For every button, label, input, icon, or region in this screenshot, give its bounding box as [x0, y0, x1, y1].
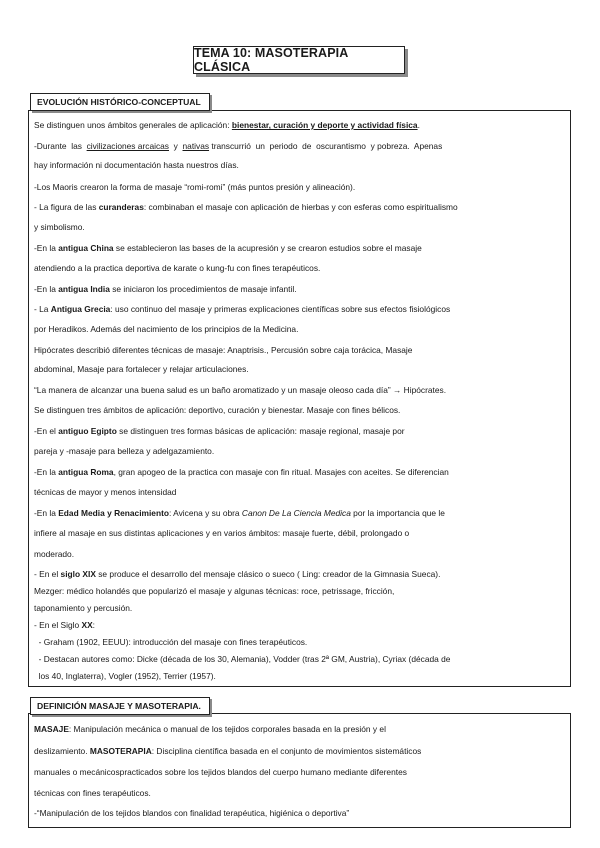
- section1-line: [34, 222, 85, 233]
- text-run: : combinaban el masaje con aplicación de hierbas y con esferas como espiritualismo: [143, 202, 458, 212]
- section1-line: [34, 586, 394, 597]
- section1-line: [34, 405, 400, 416]
- text-run: por la importancia que le: [350, 508, 445, 518]
- text-run: Antigua Grecia: [50, 304, 111, 314]
- text-run: taponamiento y percusión.: [34, 603, 133, 613]
- text-run: atendiendo a la practica deportiva de karate o kung-fu con fines terapéuticos.: [34, 263, 321, 273]
- text-run: antigua India: [58, 284, 110, 294]
- text-run: se produce el desarrollo del mensaje clásico o sueco ( Ling: creador de la Gimnasia Sueca).: [95, 569, 441, 579]
- text-run: infiere al masaje en sus distintas aplicaciones y en varios ámbitos: masaje fuerte, débil, prolongado o: [34, 528, 410, 538]
- text-run: -Durante las: [34, 141, 87, 151]
- text-run: -En la: [34, 284, 59, 294]
- section1-line: [34, 487, 176, 498]
- text-run: Se distinguen tres ámbitos de aplicación: deportivo, curación y bienestar. Masaje con fines bélicos.: [34, 405, 401, 415]
- text-run: se establecieron las bases de la acupresión y se crearon estudios sobre el masaje: [113, 243, 422, 253]
- section1-line: [34, 141, 442, 152]
- text-run: se distinguen tres formas básicas de aplicación: masaje regional, masaje por: [116, 426, 405, 436]
- section1-line: [34, 446, 214, 457]
- text-run: .: [417, 120, 420, 130]
- text-run: abdominal, Masaje para fortalecer y relajar articulaciones.: [34, 364, 249, 374]
- text-run: Se distinguen unos ámbitos generales de aplicación:: [34, 120, 232, 130]
- section1-line: [34, 202, 458, 213]
- section1-line: [34, 620, 95, 631]
- text-run: manuales o mecánicospracticados sobre los tejidos blandos del cuerpo humano mediante diferentes: [34, 767, 407, 777]
- section1-line: [34, 528, 409, 539]
- page-title: TEMA 10: MASOTERAPIA CLÁSICA: [193, 46, 405, 74]
- section2-line: [34, 767, 407, 778]
- section-1-box: [28, 110, 571, 687]
- text-run: - En el: [34, 569, 61, 579]
- section1-line: [34, 569, 440, 580]
- section2-line: [34, 746, 421, 757]
- text-run: - Graham (1902, EEUU): introducción del masaje con fines terapéuticos.: [34, 637, 308, 647]
- section1-line: [34, 508, 445, 519]
- text-run: hay información ni documentación hasta nuestros días.: [34, 160, 239, 170]
- text-run: MASAJE: [34, 724, 69, 734]
- text-run: MASOTERAPIA: [89, 746, 152, 756]
- text-run: -En la: [34, 243, 59, 253]
- text-run: pareja y -masaje para belleza y adelgazamiento.: [34, 446, 215, 456]
- section1-line: [34, 364, 249, 375]
- text-run: -“Manipulación de los tejidos blandos con finalidad terapéutica, higiénica o deportiva”: [34, 808, 350, 818]
- section1-line: [34, 345, 412, 356]
- text-run: - Destacan autores como: Dicke (década de los 30, Alemania), Vodder (tras 2ª GM, Austria), Cyriax (década de: [34, 654, 451, 664]
- section1-line: [34, 671, 216, 682]
- text-run: :: [92, 620, 95, 630]
- text-run: y simbolismo.: [34, 222, 85, 232]
- section1-line: [34, 324, 298, 335]
- text-run: se iniciaron los procedimientos de masaje infantil.: [109, 284, 297, 294]
- text-run: antigua Roma: [58, 467, 114, 477]
- text-run: -En la: [34, 508, 59, 518]
- text-run: : Avicena y su obra: [168, 508, 242, 518]
- text-run: moderado.: [34, 549, 75, 559]
- text-run: civilizaciones arcaicas: [86, 141, 169, 151]
- text-run: técnicas de mayor y menos intensidad: [34, 487, 177, 497]
- text-run: deslizamiento.: [34, 746, 90, 756]
- section1-line: [34, 160, 239, 171]
- text-run: -Los Maoris crearon la forma de masaje “romi-romi” (más puntos presión y alineación).: [34, 182, 356, 192]
- section2-line: [34, 808, 349, 819]
- text-run: - La: [34, 304, 51, 314]
- text-run: antigua China: [58, 243, 114, 253]
- text-run: técnicas con fines terapéuticos.: [34, 788, 151, 798]
- text-run: siglo XIX: [60, 569, 96, 579]
- section-2-heading: DEFINICIÓN MASAJE Y MASOTERAPIA.: [30, 697, 210, 715]
- text-run: Edad Media y Renacimiento: [58, 508, 169, 518]
- section1-line: [34, 603, 132, 614]
- text-run: - La figura de las: [34, 202, 99, 212]
- section1-line: [34, 385, 446, 396]
- text-run: : Disciplina científica basada en el conjunto de movimientos sistemáticos: [151, 746, 422, 756]
- section-1-heading: EVOLUCIÓN HISTÓRICO-CONCEPTUAL: [30, 93, 210, 111]
- section1-line: [34, 549, 74, 560]
- section1-line: [34, 467, 449, 478]
- text-run: Mezger: médico holandés que popularizó el masaje y algunas técnicas: roce, petrissage, fricción,: [34, 586, 395, 596]
- text-run: “La manera de alcanzar una buena salud es un baño aromatizado y un masaje oleoso cada día” → Hipócrates.: [34, 385, 447, 395]
- section1-line: [34, 120, 420, 131]
- section1-line: [34, 284, 297, 295]
- section1-line: [34, 426, 405, 437]
- text-run: , gran apogeo de la practica con masaje con fin ritual. Masajes con aceites. Se diferencian: [113, 467, 449, 477]
- text-run: antiguo Egipto: [58, 426, 117, 436]
- section1-line: [34, 304, 450, 315]
- text-run: XX: [81, 620, 93, 630]
- section1-line: [34, 182, 355, 193]
- section1-line: [34, 263, 320, 274]
- text-run: - En el Siglo: [34, 620, 82, 630]
- text-run: los 40, Inglaterra), Vogler (1952), Terrier (1957).: [34, 671, 216, 681]
- section1-line: [34, 243, 422, 254]
- text-run: -En la: [34, 467, 59, 477]
- section2-line: [34, 788, 151, 799]
- section2-line: [34, 724, 386, 735]
- text-run: Hipócrates describió diferentes técnicas de masaje: Anaptrisis., Percusión sobre caja torácica, Masaje: [34, 345, 413, 355]
- text-run: Canon De La Ciencia Medica: [241, 508, 351, 518]
- text-run: bienestar, curación y deporte y actividad física: [231, 120, 418, 130]
- text-run: curanderas: [98, 202, 144, 212]
- text-run: transcurrió un periodo de oscurantismo y pobreza. Apenas: [209, 141, 443, 151]
- text-run: : Manipulación mecánica o manual de los tejidos corporales basada en la presión y el: [68, 724, 386, 734]
- section1-line: [34, 654, 450, 665]
- text-run: : uso continuo del masaje y primeras explicaciones científicas sobre sus efectos fisiológicos: [110, 304, 451, 314]
- text-run: -En el: [34, 426, 59, 436]
- section1-line: [34, 637, 307, 648]
- text-run: y: [169, 141, 183, 151]
- text-run: nativas: [182, 141, 210, 151]
- text-run: por Heradikos. Además del nacimiento de los principios de la Medicina.: [34, 324, 299, 334]
